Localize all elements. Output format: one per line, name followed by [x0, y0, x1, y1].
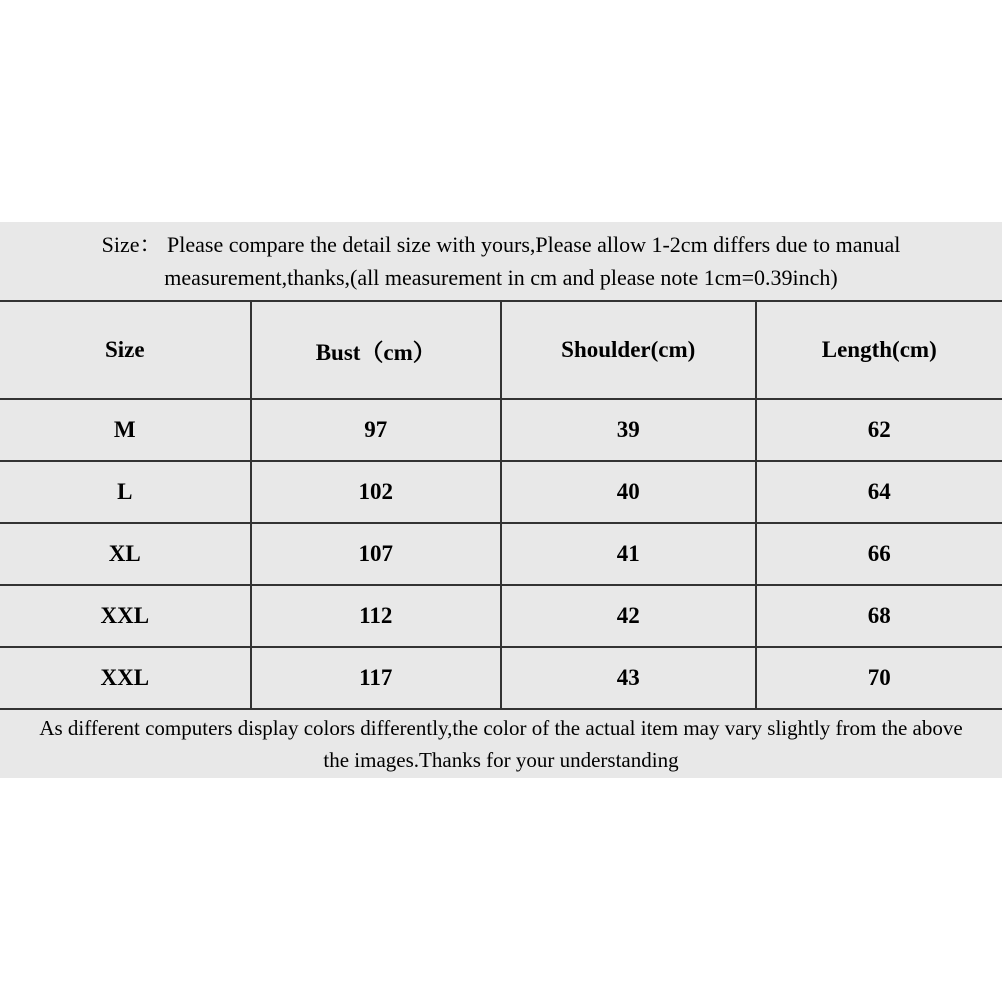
- cell-shoulder: 39: [501, 399, 756, 461]
- cell-size: XL: [0, 523, 251, 585]
- column-header-shoulder: Shoulder(cm): [501, 301, 756, 399]
- measurement-note-line-1: Size： Please compare the detail size with yours,Please allow 1-2cm differs due to manual: [101, 232, 901, 257]
- color-disclaimer: [0, 710, 1002, 778]
- cell-bust: 107: [251, 523, 502, 585]
- cell-length: 70: [756, 647, 1002, 709]
- measurement-note-line-2: measurement,thanks,(all measurement in cm and please note 1cm=0.39inch): [164, 265, 838, 290]
- cell-bust: 102: [251, 461, 502, 523]
- table-row: [0, 399, 1002, 461]
- cell-bust: 97: [251, 399, 502, 461]
- cell-bust: 112: [251, 585, 502, 647]
- cell-size: XXL: [0, 647, 251, 709]
- cell-shoulder: 41: [501, 523, 756, 585]
- column-header-bust: Bust（cm）: [251, 301, 502, 399]
- size-chart-panel: [0, 222, 1002, 778]
- color-disclaimer-line-1: As different computers display colors differently,the color of the actual item may vary slightly from the above: [39, 716, 963, 740]
- cell-length: 62: [756, 399, 1002, 461]
- cell-shoulder: 43: [501, 647, 756, 709]
- cell-bust: 117: [251, 647, 502, 709]
- cell-size: L: [0, 461, 251, 523]
- column-header-length: Length(cm): [756, 301, 1002, 399]
- cell-shoulder: 42: [501, 585, 756, 647]
- size-table: [0, 300, 1002, 710]
- column-header-size: Size: [0, 301, 251, 399]
- cell-size: M: [0, 399, 251, 461]
- cell-shoulder: 40: [501, 461, 756, 523]
- table-row: [0, 647, 1002, 709]
- cell-length: 68: [756, 585, 1002, 647]
- cell-size: XXL: [0, 585, 251, 647]
- size-table-header-row: [0, 301, 1002, 399]
- table-row: [0, 461, 1002, 523]
- table-row: [0, 523, 1002, 585]
- table-row: [0, 585, 1002, 647]
- cell-length: 66: [756, 523, 1002, 585]
- cell-length: 64: [756, 461, 1002, 523]
- measurement-note: [0, 222, 1002, 300]
- color-disclaimer-line-2: the images.Thanks for your understanding: [323, 748, 679, 772]
